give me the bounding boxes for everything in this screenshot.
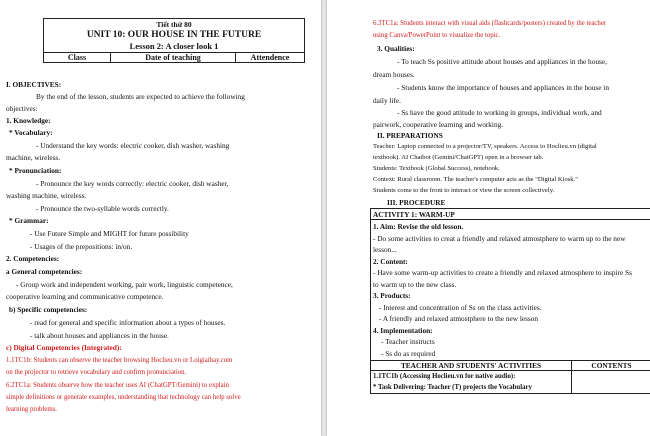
body-line: - To teach Ss positive attitude about houses and appliances in the house,: [397, 57, 607, 66]
document-page-right: [327, 0, 650, 436]
contents-cell: [572, 371, 650, 394]
detail-row: 1.1TC1b (Accessing Hoclieu.vn for native audio):: [373, 373, 516, 380]
column-contents: CONTENTS: [572, 361, 650, 371]
activity-title: ACTIVITY 1: WARM-UP: [371, 209, 650, 220]
objectives-heading: I. OBJECTIVES:: [6, 80, 62, 89]
column-date: Date of teaching: [111, 53, 236, 63]
body-line: Students: Textbook (Global Success), notebook.: [373, 165, 500, 172]
body-line: cooperative learning and communicative competence.: [6, 292, 164, 301]
body-line: - talk about houses and appliances in the house.: [30, 331, 169, 340]
body-line: - Use Future Simple and MIGHT for future possibility: [30, 229, 189, 238]
digital-line: 6.2TC1a: Students observe how the teacher uses AI (ChatGPT/Gemini) to explain: [6, 382, 229, 389]
body-line: pairwork, cooperative learning and working.: [373, 120, 504, 129]
body-line: - Students know the importance of houses and appliances in the house in: [397, 83, 609, 92]
body-line: textbook). AI Chatbot (Gemini/ChatGPT) open in a browser tab.: [373, 154, 544, 161]
lesson-header-table: [43, 18, 305, 63]
body-line: dream houses.: [373, 70, 415, 79]
body-line: machine, wireless.: [6, 153, 61, 162]
digital-line: learning problems.: [6, 406, 57, 413]
period-label: Tiết thứ 80: [156, 20, 192, 29]
activity-table: [370, 208, 650, 394]
general-competencies-heading: a General competencies:: [6, 267, 83, 276]
activity-row: 1. Aim: Revise the old lesson.: [373, 222, 464, 231]
pronunciation-heading: * Pronunciation:: [9, 166, 62, 175]
knowledge-heading: 1. Knowledge:: [6, 116, 51, 125]
preparations-heading: II. PREPARATIONS: [377, 131, 443, 140]
activity-row: - Ss do as required: [381, 348, 436, 358]
qualities-heading: 3. Qualities:: [377, 44, 415, 53]
digital-line: on the projector to retrieve vocabulary and confirm pronunciation.: [6, 369, 187, 376]
vocabulary-heading: * Vocabulary:: [9, 128, 53, 137]
body-line: - Usages of the prepositions: in/on.: [30, 242, 133, 251]
digital-competencies-heading: c) Digital Competencies (Integrated):: [6, 343, 122, 352]
body-line: Students come to the front to interact or view the screen collectively.: [373, 187, 555, 194]
digital-line: 6.3TC1a: Students interact with visual aids (flashcards/posters) created by the teacher: [373, 20, 607, 27]
body-line: - Understand the key words: electric cooker, dish washer, washing: [36, 141, 230, 150]
body-line: washing machine, wireless.: [6, 191, 87, 200]
column-attendence: Attendence: [236, 53, 305, 63]
procedure-heading: III. PROCEDURE: [387, 198, 446, 207]
body-line: objectives:: [6, 104, 38, 113]
grammar-heading: * Grammar:: [9, 216, 49, 225]
activity-row: - Teacher instructs: [381, 337, 435, 346]
activity-row: 4. Implementation:: [373, 325, 433, 335]
activity-row: to warm up to the new class.: [373, 279, 457, 289]
digital-line: using Canva/PowerPoint to visualize the topic.: [373, 32, 501, 39]
activity-row: lesson...: [373, 245, 397, 254]
body-line: Context: Rural classroom. The teacher's computer acts as the "Digital Kiosk.": [373, 176, 578, 183]
body-line: By the end of the lesson, students are expected to achieve the following: [36, 92, 245, 101]
activity-row: - Do some activities to creat a friendly and relaxed atmostphere to warm up to the new: [373, 233, 626, 243]
column-activities: TEACHER AND STUDENTS' ACTIVITIES: [371, 361, 572, 371]
activity-row: - A friendly and relaxed atmostphere to the new lesson: [379, 314, 539, 323]
lesson-title: Lesson 2: A closer look 1: [129, 41, 219, 51]
body-line: - Pronounce the key words correctly: electric cooker, dish washer,: [36, 179, 229, 188]
specific-competencies-heading: b) Specific competencies:: [9, 305, 88, 314]
digital-line: 1.1TC1b: Students can observe the teacher browsing Hoclieu.vn or Loigiaihay.com: [6, 357, 233, 364]
digital-line: simple definitions or generate examples, understanding that technology can help solve: [6, 394, 241, 401]
unit-title: UNIT 10: OUR HOUSE IN THE FUTURE: [86, 30, 262, 40]
competencies-heading: 2. Competencies:: [6, 254, 60, 263]
detail-row: * Task Delivering: Teacher (T) projects the Vocabulary: [373, 384, 532, 391]
body-line: - read for general and specific information about a types of houses.: [30, 318, 226, 327]
body-line: Teacher: Laptop connected to a projector/TV, speakers. Access to Hoclieu.vn (digital: [373, 143, 597, 150]
document-page-left: [0, 0, 321, 436]
body-line: - Pronounce the two-syllable words correctly.: [36, 204, 169, 213]
activity-row: 2. Content:: [373, 256, 408, 266]
activity-row: - Have some warm-up activities to create a friendly and relaxed atmosphere to inspire Ss: [373, 268, 632, 277]
activity-row: - Interest and concentration of Ss on the class activities.: [379, 302, 542, 312]
body-line: - Ss have the good attitude to working in groups, individual work, and: [397, 108, 602, 117]
body-line: daily life.: [373, 96, 401, 105]
body-line: - Group work and independent working, pair work, linguistic competence,: [16, 280, 233, 289]
activity-row: 3. Products:: [373, 291, 411, 300]
column-class: Class: [44, 53, 111, 63]
